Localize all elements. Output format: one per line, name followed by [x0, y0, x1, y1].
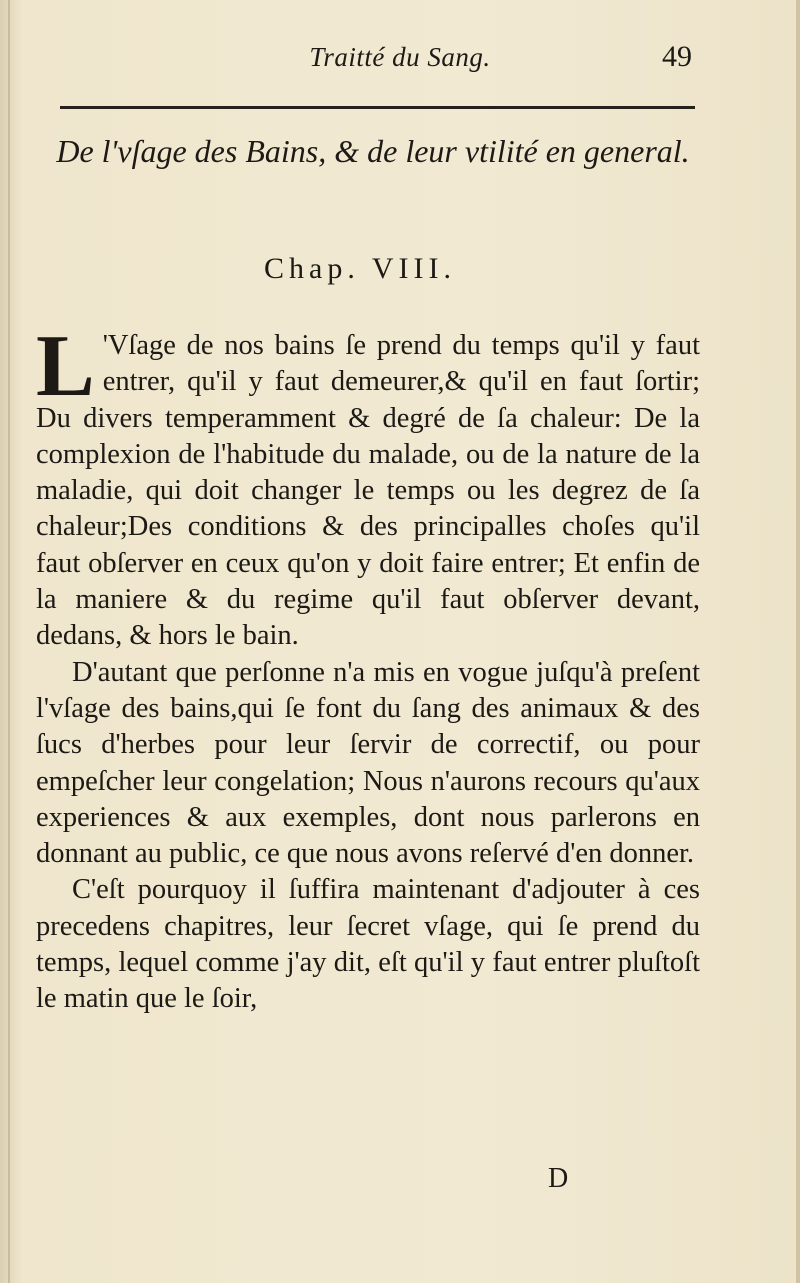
chapter-heading: De l'vſage des Bains, & de leur vtilité en general.	[56, 133, 690, 169]
paragraph-2: D'autant que perſonne n'a mis en vogue juſqu'à preſent l'vſage des bains,qui ſe font du ſang des animaux & des ſucs d'herbes pour leur ſervir de correctif, ou pour empeſcher leur congelation; Nous n'aurons recours qu'aux experiences & aux exemples, dont nous parlerons en donnant au public, ce que nous avons reſervé d'en donner.	[36, 656, 700, 870]
page-gutter	[8, 0, 10, 1283]
paragraph-3: C'eſt pourquoy il ſuffira maintenant d'adjouter à ces precedens chapitres, leur ſecret vſage, qui ſe prend du temps, lequel comme j'ay dit, eſt qu'il y faut entrer pluſtoſt le matin que le ſoir,	[36, 874, 700, 1015]
catchword: D	[548, 1163, 569, 1194]
drop-cap: L	[36, 318, 95, 415]
paragraph-1-text: 'Vſage de nos bains ſe prend du temps qu'il y faut entrer, qu'il y faut demeurer,& qu'il en faut ſortir; Du divers temperamment & degré de ſa chaleur: De la complexion de l'habitude du malade, ou de la nature de la maladie, qui doit changer le temps ou les degrez de ſa chaleur;Des conditions & des principalles choſes qu'il faut obſerver en ceux qu'on y doit faire entrer; Et enfin de la maniere & du regime qu'il faut obſerver devant, dedans, & hors le bain.	[36, 330, 700, 652]
body-text	[36, 318, 700, 1018]
paragraph-1	[36, 318, 700, 655]
page-edge	[796, 0, 800, 1283]
header-rule	[60, 106, 695, 109]
running-title: Traitté du Sang.	[309, 42, 491, 72]
page-number: 49	[662, 40, 692, 73]
chapter-number: Chap. VIII.	[264, 252, 456, 285]
